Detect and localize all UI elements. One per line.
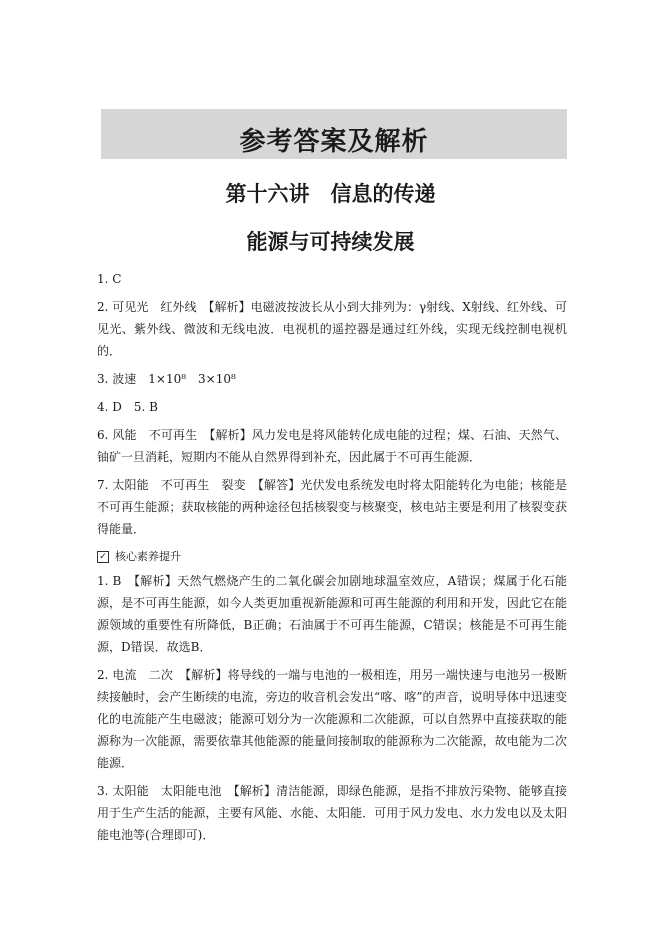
answer-item: 1. C: [97, 272, 122, 286]
section-label: 核心素养提升: [115, 550, 181, 563]
lecture-subtitle: 能源与可持续发展: [246, 229, 415, 254]
answer-item: 3. 波速 1×10⁸ 3×10⁸: [97, 372, 236, 386]
page-title: 参考答案及解析: [239, 126, 429, 157]
answer-item: 7. 太阳能 不可再生 裂变 【解答】光伏发电系统发电时将太阳能转化为电能；核能是不可再生能源；获取核能的两种途径包括核裂变与核聚变，核电站主要是利用了核裂变获得能量．: [97, 478, 567, 536]
answer-item: 2. 可见光 红外线 【解析】电磁波按波长从小到大排列为：γ射线、X射线、红外线、可见光、紫外线、微波和无线电波．电视机的遥控器是通过红外线，实现无线控制电视机的．: [97, 300, 567, 358]
core-answer-item: 3. 太阳能 太阳能电池 【解析】清洁能源，即绿色能源，是指不排放污染物、能够直接用于生产生活的能源，主要有风能、水能、太阳能．可用于风力发电、水力发电以及太阳能电池等(合理即可)．: [97, 784, 567, 842]
core-answer-item: 1. B 【解析】天然气燃烧产生的二氧化碳会加剧地球温室效应，A错误；煤属于化石能源，是不可再生能源，如今人类更加重视新能源和可再生能源的利用和开发，因此它在能源领域的重要性有所降低，B正确；石油属于不可再生能源，C错误；核能是不可再生能源，D错误．故选B．: [97, 574, 567, 654]
answer-item: 6. 风能 不可再生 【解析】风力发电是将风能转化成电能的过程；煤、石油、天然气、铀矿一旦消耗，短期内不能从自然界得到补充，因此属于不可再生能源．: [97, 428, 567, 464]
answer-item: 4. D 5. B: [97, 400, 158, 414]
core-answer-item: 2. 电流 二次 【解析】将导线的一端与电池的一极相连，用另一端快速与电池另一极断续接触时，会产生断续的电流，旁边的收音机会发出“喀、喀”的声音，说明导体中迅速变化的电流能产生电磁波；能源可划分为一次能源和二次能源，可以自然界中直接获取的能源称为一次能源，需要依靠其他能源的能量间接制取的能源称为二次能源，故电能为二次能源．: [97, 668, 567, 770]
section-heading: [97, 546, 567, 568]
title-banner: [101, 109, 567, 159]
checkbox-icon: ✓: [97, 551, 109, 563]
answer-content: [97, 268, 567, 846]
lecture-title: 第十六讲 信息的传递: [225, 181, 436, 206]
